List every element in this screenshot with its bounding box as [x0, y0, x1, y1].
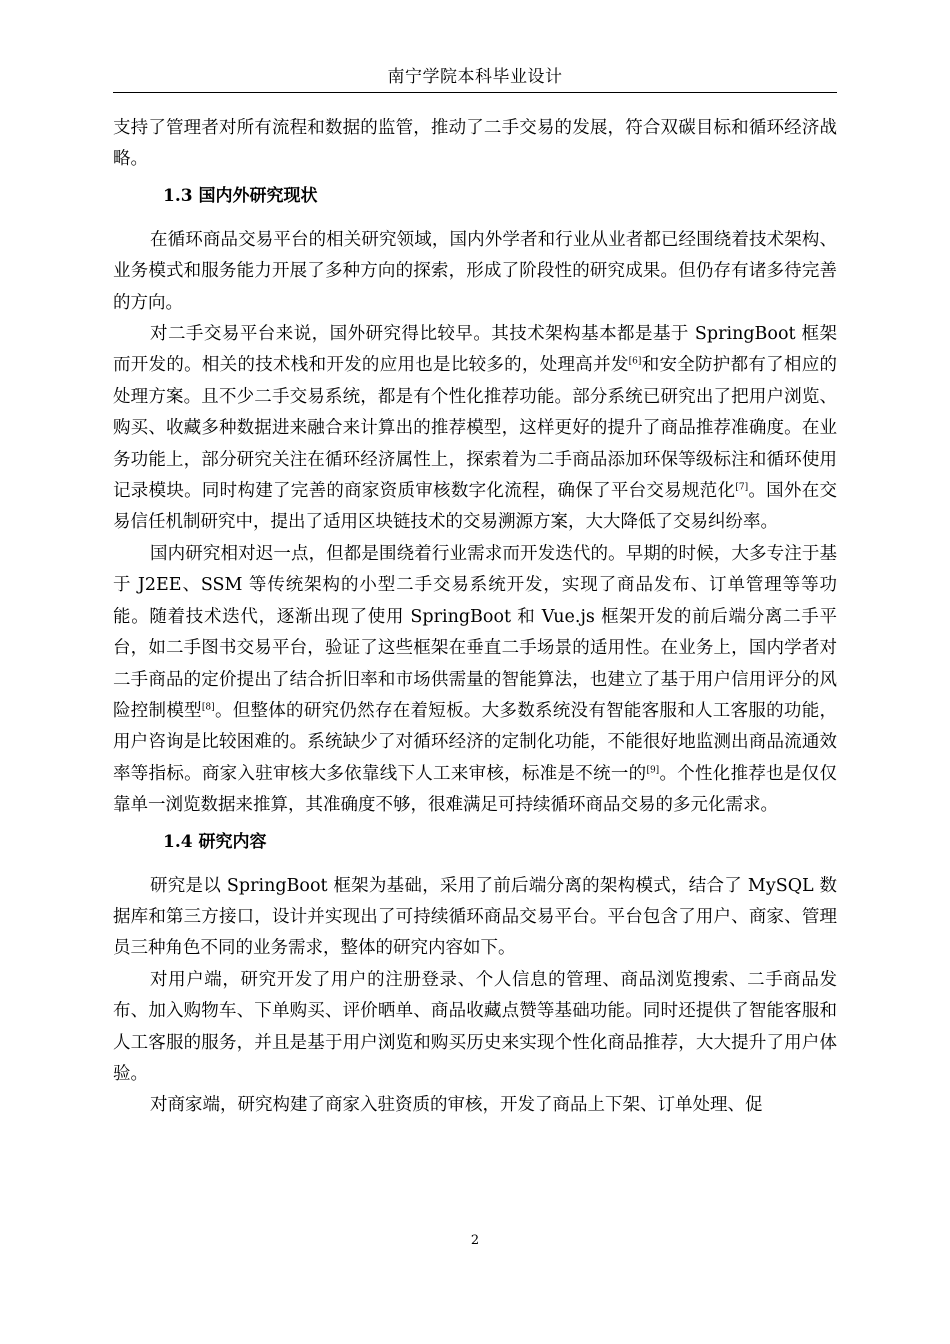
paragraph-research-overview: 在循环商品交易平台的相关研究领域，国内外学者和行业从业者都已经围绕着技术架构、业务模式和服务能力开展了多种方向的探索，形成了阶段性的研究成果。但仍存有诸多待完善的方向。	[113, 229, 837, 313]
paragraph-user-side: 对用户端，研究开发了用户的注册登录、个人信息的管理、商品浏览搜索、二手商品发布、加入购物车、下单购买、评价晒单、商品收藏点赞等基础功能。同时还提供了智能客服和人工客服的服务，并且是基于用户浏览和购买历史来实现个性化商品推荐，大大提升了用户体验。	[113, 969, 837, 1084]
page-number: 2	[470, 1233, 480, 1248]
section-heading-1-4: 1.4 研究内容	[163, 831, 267, 852]
paragraph-continuation: 支持了管理者对所有流程和数据的监管，推动了二手交易的发展，符合双碳目标和循环经济战略。	[113, 118, 837, 170]
text-run: 对二手交易平台来说，国外研究得比较早。其技术架构基本都是基于 SpringBoot 框架而开发的。相关的技术栈和开发的应用也是比较多的，处理高并发	[113, 324, 837, 376]
text-run: 。但整体的研究仍然存在着短板。大多数系统没有智能客服和人工客服的功能，用户咨询是比较困难的。系统缺少了对循环经济的定制化功能，不能很好地监测出商品流通效率等指标。商家入驻审核大多依靠线下人工来审核，标准是不统一的	[113, 700, 837, 784]
text-run: 和安全防护都有了相应的处理方案。且不少二手交易系统，都是有个性化推荐功能。部分系统已研究出了把用户浏览、购买、收藏多种数据进来融合来计算出的推荐模型，这样更好的提升了商品推荐准确度。在业务功能上，部分研究关注在循环经济属性上，探索着为二手商品添加环保等级标注和循环使用记录模块。同时构建了完善的商家资质审核数字化流程，确保了平台交易规范化	[113, 355, 837, 502]
text-run: 国内研究相对迟一点，但都是围绕着行业需求而开发迭代的。早期的时候，大多专注于基于 J2EE、SSM 等传统架构的小型二手交易系统开发，实现了商品发布、订单管理等等功能。随着技术迭代，逐渐出现了使用 SpringBoot 和 Vue.js 框架开发的前后端分离二手平台，如二手图书交易平台，验证了这些框架在垂直二手场景的适用性。在业务上，国内学者对二手商品的定价提出了结合折旧率和市场供需量的智能算法，也建立了基于用户信用评分的风险控制模型	[113, 543, 837, 721]
paragraph-merchant-side: 对商家端，研究构建了商家入驻资质的审核，开发了商品上下架、订单处理、促	[150, 1095, 763, 1116]
citation-8: [8]	[201, 702, 215, 713]
paragraph-domestic-research	[113, 539, 837, 822]
text-run: 。国外在交易信任机制研究中，提出了适用区块链技术的交易溯源方案，大大降低了交易纠纷率。	[113, 481, 837, 533]
citation-6: [6]	[628, 356, 642, 367]
header-rule	[113, 92, 837, 93]
citation-7: [7]	[735, 482, 749, 493]
paragraph-research-content: 研究是以 SpringBoot 框架为基础，采用了前后端分离的架构模式，结合了 MySQL 数据库和第三方接口，设计并实现出了可持续循环商品交易平台。平台包含了用户、商家、管理员三种角色不同的业务需求，整体的研究内容如下。	[113, 875, 837, 959]
section-heading-1-3: 1.3 国内外研究现状	[163, 185, 318, 206]
body-text	[113, 113, 837, 1122]
running-header: 南宁学院本科毕业设计	[387, 67, 563, 87]
text-run: 。个性化推荐也是仅仅靠单一浏览数据来推算，其准确度不够，很难满足可持续循环商品交易的多元化需求。	[113, 763, 837, 816]
paragraph-foreign-research	[113, 319, 837, 539]
citation-9: [9]	[646, 764, 660, 775]
